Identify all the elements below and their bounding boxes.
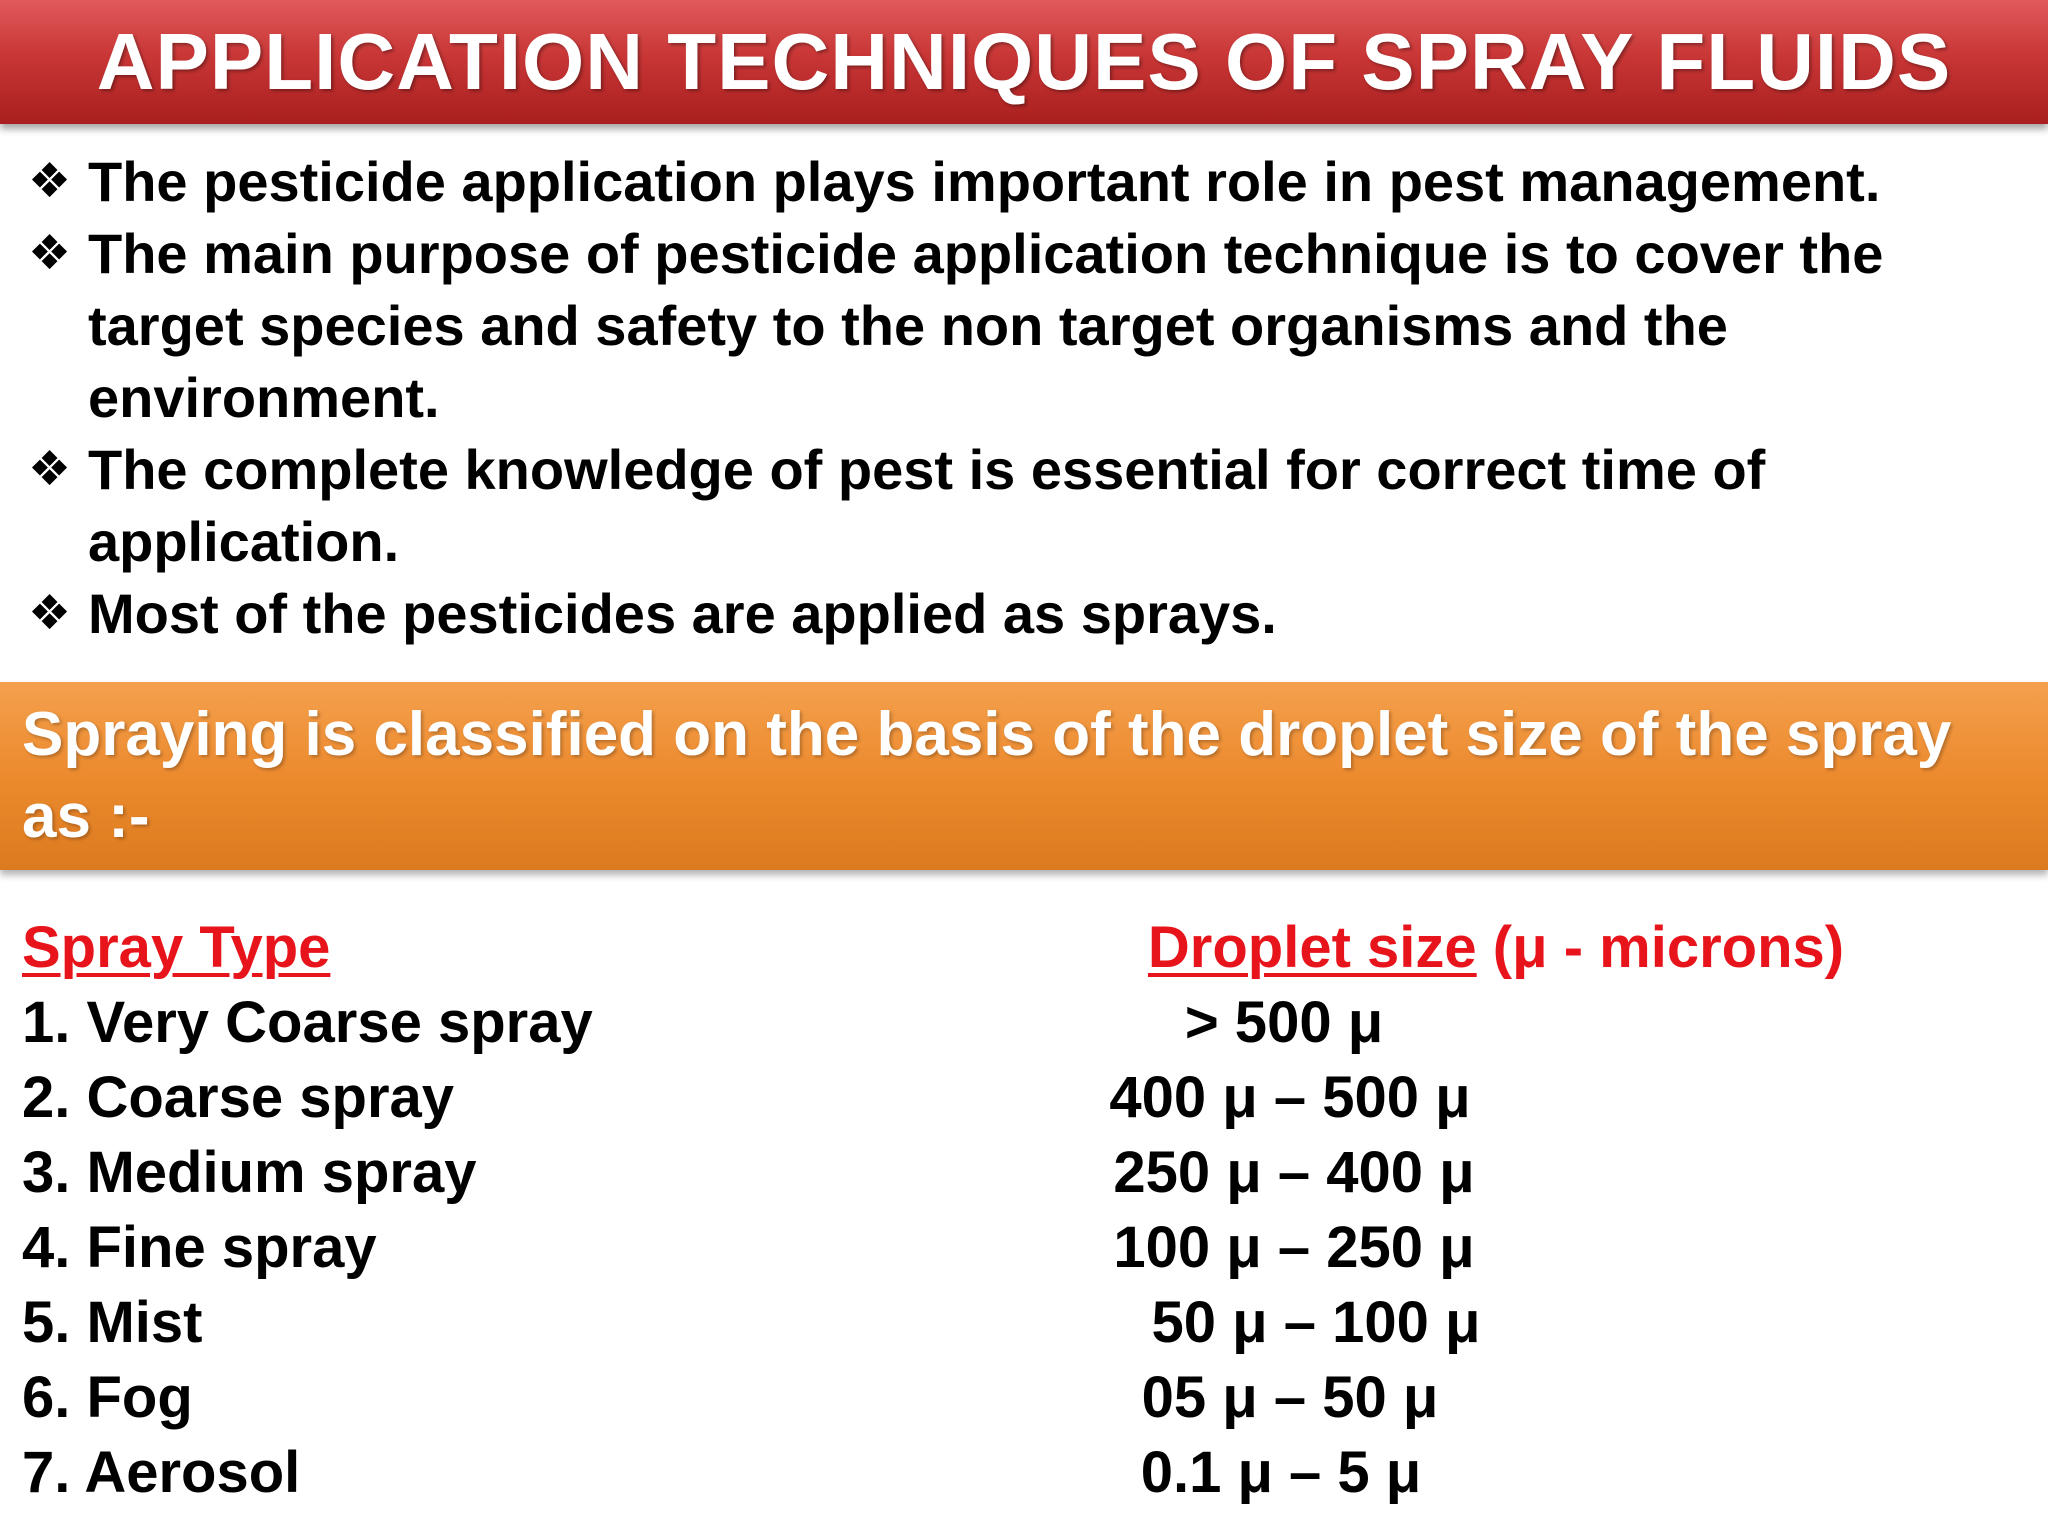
droplet-size-value: > 500 μ — [1184, 990, 1384, 1055]
diamond-cross-icon: ❖ — [28, 443, 72, 496]
bullet-list — [22, 146, 2032, 650]
bullet-item — [22, 434, 2032, 578]
bullet-text: The pesticide application plays important role in pest management. — [88, 150, 1881, 213]
spray-table — [22, 910, 2022, 1510]
spray-type-name: 5. Mist — [22, 1290, 203, 1355]
table-row — [22, 1060, 2022, 1135]
spray-type-name: 2. Coarse spray — [22, 1065, 455, 1130]
droplet-size-value: 50 μ – 100 μ — [1151, 1290, 1481, 1355]
diamond-cross-icon: ❖ — [28, 587, 72, 640]
bullet-text: The main purpose of pesticide application technique is to cover the target species and safety to the non target organisms and the environment. — [88, 222, 1884, 429]
table-row — [22, 985, 2022, 1060]
bullet-text: Most of the pesticides are applied as sprays. — [88, 582, 1277, 645]
droplet-size-value: 100 μ – 250 μ — [1113, 1215, 1475, 1280]
spray-type-name: 3. Medium spray — [22, 1140, 477, 1205]
bullet-item — [22, 578, 2032, 650]
title-bar — [0, 0, 2048, 124]
bullet-item — [22, 146, 2032, 218]
droplet-size-value: 0.1 μ – 5 μ — [1140, 1440, 1422, 1505]
diamond-cross-icon: ❖ — [28, 155, 72, 208]
spray-type-name: 7. Aerosol — [22, 1440, 301, 1505]
classification-banner — [0, 682, 2048, 870]
droplet-size-value: 05 μ – 50 μ — [1141, 1365, 1439, 1430]
table-row — [22, 1135, 2022, 1210]
banner-text: Spraying is classified on the basis of the droplet size of the spray as :- — [22, 700, 1952, 851]
spray-type-name: 1. Very Coarse spray — [22, 990, 593, 1055]
spray-type-name: 4. Fine spray — [22, 1215, 377, 1280]
bullet-text: The complete knowledge of pest is essential for correct time of application. — [88, 438, 1766, 573]
table-header — [22, 910, 2022, 985]
page-title: APPLICATION TECHNIQUES OF SPRAY FLUIDS — [96, 17, 1952, 106]
table-row — [22, 1285, 2022, 1360]
bullet-item — [22, 218, 2032, 434]
spray-type-name: 6. Fog — [22, 1365, 193, 1430]
header-droplet-size — [1148, 910, 1844, 985]
table-row — [22, 1435, 2022, 1510]
header-unit: (μ - microns) — [1476, 915, 1845, 980]
droplet-size-value: 250 μ – 400 μ — [1113, 1140, 1475, 1205]
header-spray-type: Spray Type — [22, 915, 331, 980]
droplet-size-value: 400 μ – 500 μ — [1109, 1065, 1471, 1130]
table-row — [22, 1210, 2022, 1285]
table-row — [22, 1360, 2022, 1435]
header-droplet-size-label: Droplet size — [1147, 915, 1477, 980]
diamond-cross-icon: ❖ — [28, 227, 72, 280]
